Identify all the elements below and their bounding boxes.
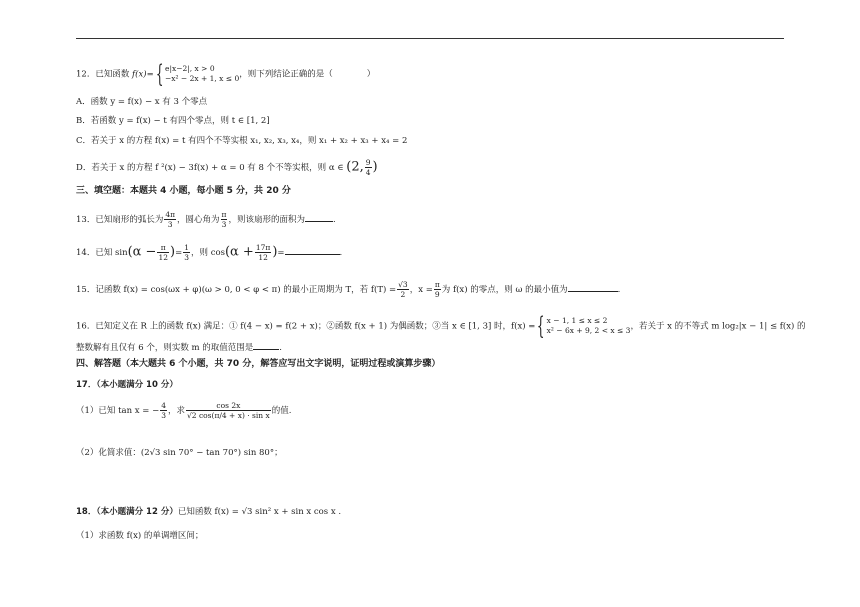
answer-blank[interactable] — [305, 212, 333, 222]
fraction: $\frac{1}{3}$ — [184, 243, 189, 262]
answer-blank[interactable] — [253, 340, 279, 350]
q18-stem: 18．（本小题满分 12 分）已知函数 f(x) = √3 sin² x + sin x cos x . — [76, 507, 342, 517]
q15: 15．记函数 f(x) = cos(ωx + φ)(ω > 0, 0 < φ < π) 的最小正周期为 T，若 f(T) = $\frac{√3}{2}$ ，x = $\frac{\pi}{9}$ 为 f(x) 的零点，则 ω 的最小值为 . — [76, 280, 621, 299]
fraction: $\frac{\pi}{12}$ — [158, 243, 169, 262]
fraction: $\frac{\pi}{3}$ — [221, 210, 227, 229]
fraction: $\frac{√3}{2}$ — [398, 280, 408, 299]
q16-line2: 整数解有且仅有 6 个，则实数 m 的取值范围是 . — [76, 340, 282, 354]
q17-heading: 17．（本小题满分 10 分） — [76, 380, 178, 390]
q12-stem: 12．已知函数 f(x)={ e|x−2|, x > 0 −x² − 2x + 1, x ≤ 0 ，则下列结论正确的是（ ） — [76, 60, 376, 88]
section-3-heading: 三、填空题：本题共 4 小题，每小题 5 分，共 20 分 — [76, 186, 291, 196]
fraction: $\frac{4}{3}$ — [161, 401, 166, 420]
q16-line1: 16．已知定义在 R 上的函数 f(x) 满足：① f(4 − x) = f(2 + x)；②函数 f(x + 1) 为偶函数；③当 x ∈ [1, 3] 时，f(x) ={ x − 1, 1 ≤ x ≤ 2 x² − 6x + 9, 2 < x ≤ 3 ，若关于 x 的不等式 m log₂|x − 1| ≤ f(x) 的 — [76, 312, 806, 340]
q12-function-name: f(x)= — [132, 69, 154, 80]
section-4-heading: 四、解答题（本大题共 6 个小题，共 70 分，解答应写出文字说明，证明过程或演算步骤） — [76, 359, 441, 369]
left-brace: { — [537, 312, 545, 340]
fraction: $\frac{\pi}{9}$ — [434, 280, 440, 299]
q18-part1: （1）求函数 f(x) 的单调增区间； — [76, 531, 204, 541]
fraction: $\frac{4\pi}{3}$ — [165, 210, 176, 229]
q16-piecewise: x − 1, 1 ≤ x ≤ 2 x² − 6x + 9, 2 < x ≤ 3 — [546, 316, 631, 335]
q12-option-d: D．若关于 x 的方程 f ²(x) − 3f(x) + α = 0 有 8 个不等实根，则 α ∈ (2, $\frac{9}{4}$ ) — [76, 158, 378, 177]
fraction: $\frac{9}{4}$ — [365, 158, 371, 177]
q17-part1: （1）已知 tan x = − $\frac{4}{3}$ ，求 $\frac{\cos 2x}{\text{√2 cos(π/4 + x) · sin x}}$ 的值. — [76, 401, 292, 420]
q12-option-c: C．若关于 x 的方程 f(x) = t 有四个不等实根 x₁, x₂, x₃, x₄，则 x₁ + x₂ + x₃ + x₄ = 2 — [76, 136, 408, 146]
fraction: $\frac{\cos 2x}{\text{√2 cos(π/4 + x) · sin x}}$ — [187, 401, 270, 420]
q12-option-a: A．函数 y = f(x) − x 有 3 个零点 — [76, 97, 208, 107]
q13: 13．已知扇形的弧长为 $\frac{4\pi}{3}$ ，圆心角为 $\frac{\pi}{3}$ ，则该扇形的面积为 . — [76, 210, 336, 229]
q14: 14．已知 sin(α − $\frac{\pi}{12}$ )= $\frac{1}{3}$ ，则 cos(α + $\frac{17\pi}{12}$ )= . — [76, 243, 343, 262]
q17-part2: （2）化简求值：(2√3 sin 70° − tan 70°) sin 80°； — [76, 448, 283, 458]
top-rule — [76, 38, 784, 39]
q12-option-b: B．若函数 y = f(x) − t 有四个零点，则 t ∈ [1, 2] — [76, 116, 270, 126]
answer-blank[interactable] — [285, 245, 340, 255]
left-brace: { — [155, 60, 164, 88]
fraction: $\frac{17\pi}{12}$ — [255, 243, 271, 262]
q12-piecewise: e|x−2|, x > 0 −x² − 2x + 1, x ≤ 0 — [165, 64, 240, 83]
answer-blank[interactable] — [568, 282, 618, 292]
